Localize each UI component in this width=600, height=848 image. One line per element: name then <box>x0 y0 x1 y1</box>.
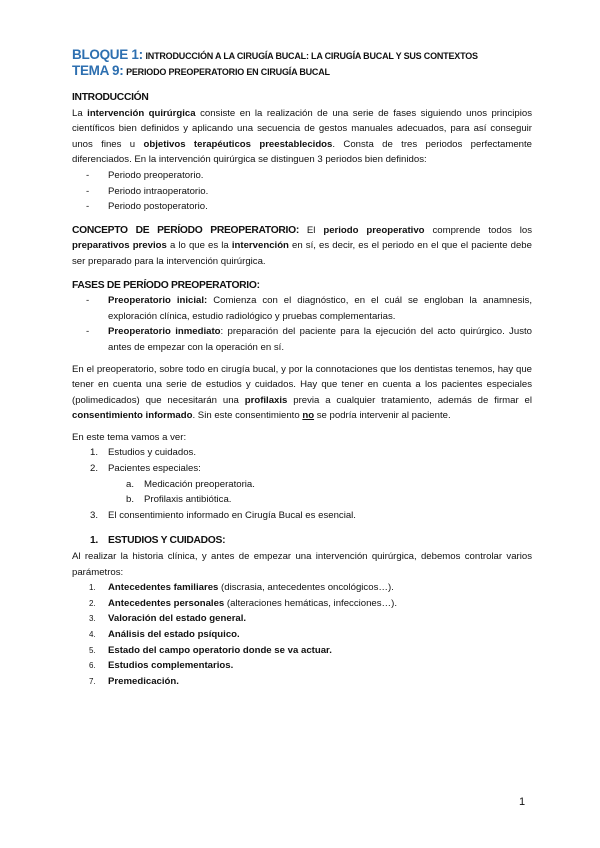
list-item: 6. Estudios complementarios. <box>89 660 234 672</box>
bloque-text: INTRODUCCIÓN A LA CIRUGÍA BUCAL: LA CIRUGÍA BUCAL Y SUS CONTEXTOS <box>145 51 478 61</box>
list-item: 5. Estado del campo operatorio donde se va actuar. <box>89 644 332 656</box>
tema-sublist <box>72 477 532 508</box>
list-item: - Periodo preoperatorio. <box>72 168 532 184</box>
list-item: 4. Análisis del estado psíquico. <box>89 629 240 640</box>
list-item: b. Profilaxis antibiótica. <box>126 494 232 506</box>
preoperatorio-paragraph: En el preoperatorio, sobre todo en cirugía bucal, y por la connotaciones que los dentistas tenemos, hay que tener en cuenta una serie de estudios y cuidados. Hay que tener en cuenta a los pacientes especiales (polimedicados) que necesitarán una profilaxis previa a cualquier tratamiento, además de firmar el consentimiento informado. Sin este consentimiento no se podría intervenir al paciente. <box>72 363 533 422</box>
tema-text: PERIODO PREOPERATORIO EN CIRUGÍA BUCAL <box>126 67 330 77</box>
estudios-paragraph: Al realizar la historia clínica, y antes de empezar una intervención quirúrgica, debemos controlar varios parámetros: <box>72 551 532 578</box>
tema-tag: TEMA 9: <box>72 63 124 78</box>
concepto-title: CONCEPTO DE PERÍODO PREOPERATORIO: <box>72 224 299 236</box>
fases-title: FASES DE PERÍODO PREOPERATORIO: <box>72 279 260 291</box>
list-item: 1. Estudios y cuidados. <box>90 447 196 459</box>
periods-list <box>72 168 532 215</box>
tema-list-cont <box>72 508 532 524</box>
concepto-paragraph: CONCEPTO DE PERÍODO PREOPERATORIO: El periodo preoperativo comprende todos los preparativos previos a lo que es la intervención en sí, es decir, es el periodo en el que el paciente debe ser preparado para la intervención quirúrgica. <box>72 224 533 267</box>
tema-header <box>72 64 532 80</box>
list-item: - Preoperatorio inmediato: preparación del paciente para la ejecución del acto quirúrgico. Justo antes de empezar con la operación en sí. <box>72 324 532 355</box>
tema-list <box>72 445 532 476</box>
intro-paragraph: La intervención quirúrgica consiste en la realización de una serie de fases siguiendo unos principios científicos bien definidos y aplicando una secuencia de gestos manuales adecuados, para así conseguir unos fines u objetivos terapéuticos preestablecidos. Consta de tres periodos perfectamente diferenciados. En la intervención quirúrgica se distinguen 3 periodos bien definidos: <box>72 107 532 166</box>
tema-intro: En este tema vamos a ver: <box>72 431 187 443</box>
estudios-title: 1. ESTUDIOS Y CUIDADOS: <box>90 535 226 547</box>
list-item: 2. Pacientes especiales: <box>90 463 201 475</box>
document-page <box>72 48 532 689</box>
list-item: 7. Premedicación. <box>89 675 179 687</box>
bloque-tag: BLOQUE 1: <box>72 47 143 62</box>
bloque-header <box>72 48 532 64</box>
list-item: a. Medicación preoperatoria. <box>126 478 255 490</box>
list-item: 3. Valoración del estado general. <box>89 613 247 625</box>
list-item: 3. El consentimiento informado en Cirugía Bucal es esencial. <box>90 509 356 521</box>
list-item: - Periodo intraoperatorio. <box>72 184 532 200</box>
params-list <box>72 580 532 689</box>
list-item: - Periodo postoperatorio. <box>72 199 532 215</box>
intro-title: INTRODUCCIÓN <box>72 92 149 103</box>
list-item: 2. Antecedentes personales (alteraciones hemáticas, infecciones…). <box>89 597 398 609</box>
list-item: 1. Antecedentes familiares (discrasia, antecedentes oncológicos…). <box>89 582 394 594</box>
fases-list <box>72 293 532 355</box>
list-item: - Preoperatorio inicial: Comienza con el diagnóstico, en el cuál se engloban la anamnesis, exploración clínica, estudio radiológico y pruebas complementarias. <box>72 293 532 324</box>
page-number: 1 <box>519 796 526 808</box>
